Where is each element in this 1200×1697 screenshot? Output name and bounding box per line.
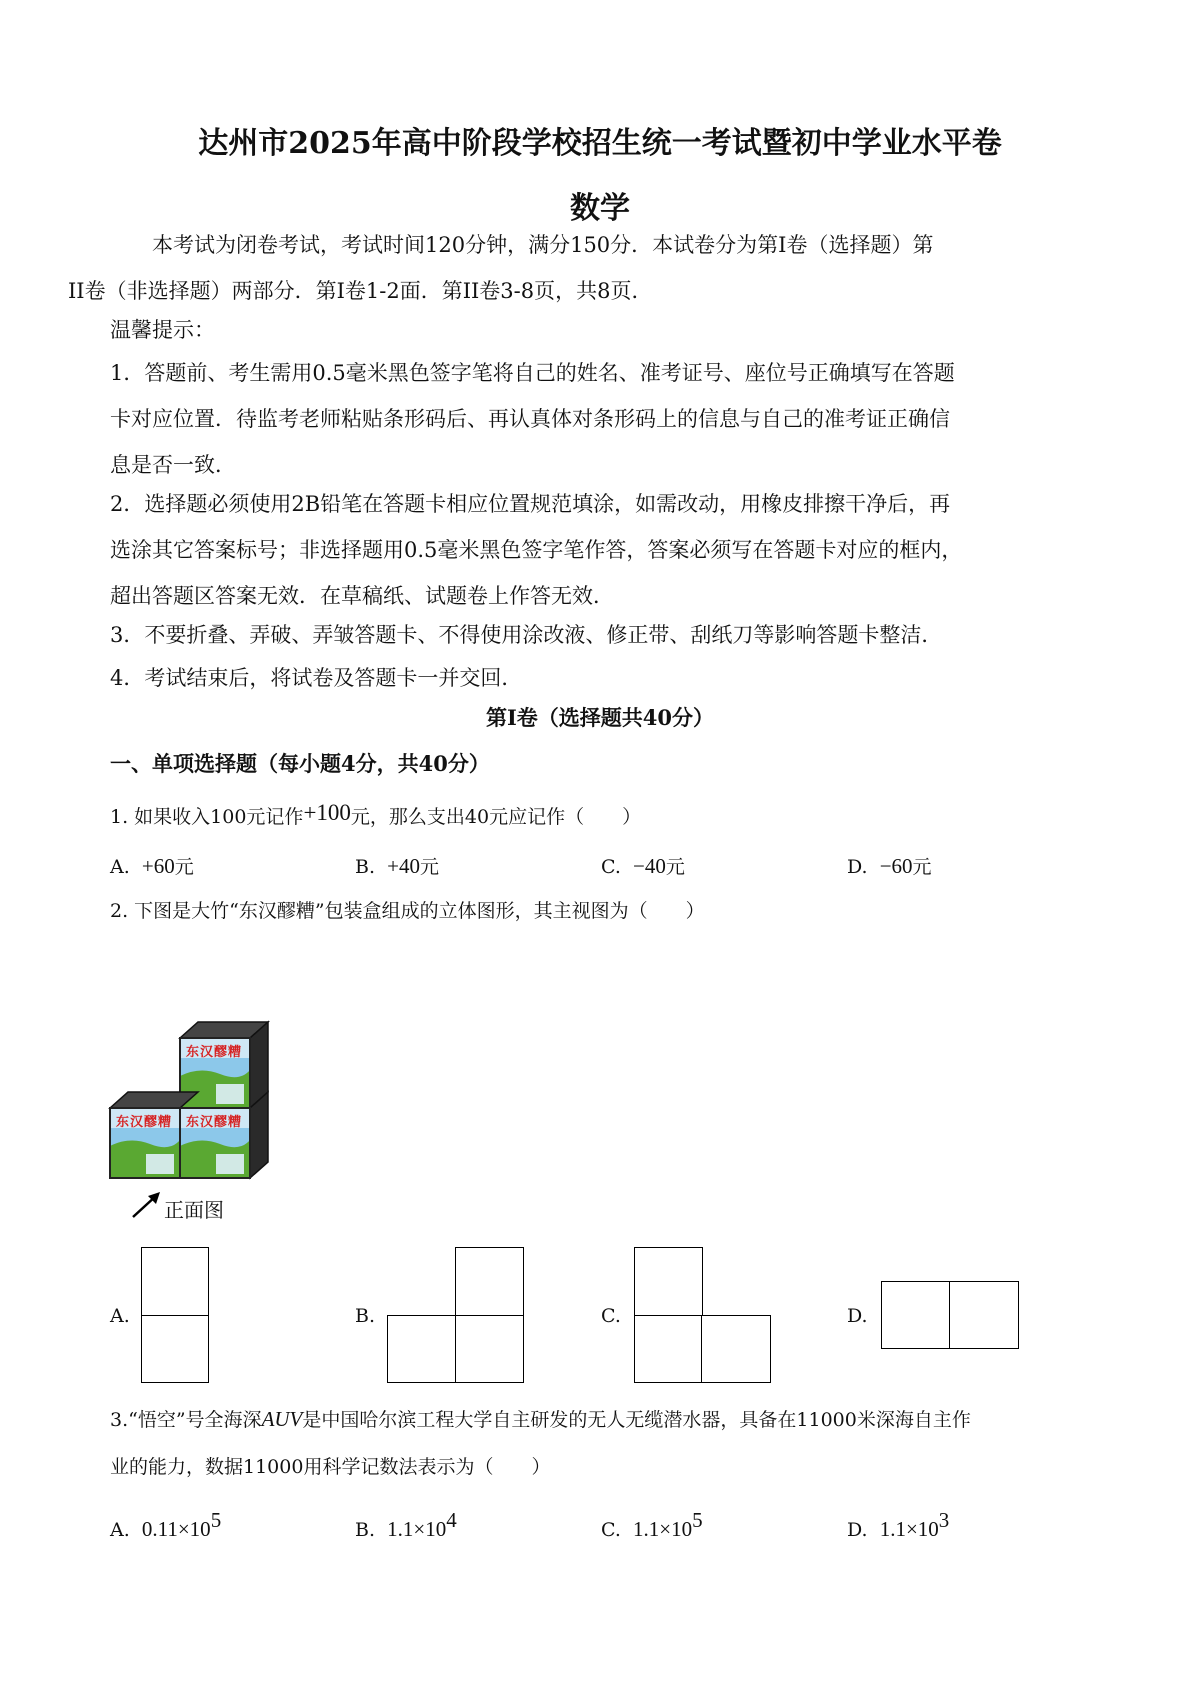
arrow-icon [130,1190,164,1220]
notice-item-3: 3．不要折叠、弄破、弄皱答题卡、不得使用涂改液、修正带、刮纸刀等影响答题卡整洁． [110,623,943,647]
option-exponent: 3 [938,1508,950,1532]
question-1 [110,800,1110,829]
option-base: 0.11×10 [141,1517,211,1541]
q2-d-square-right [949,1281,1019,1349]
option-exponent: 5 [692,1508,703,1532]
notice-heading: 温馨提示： [110,318,215,342]
option-base: 1.1×10 [633,1517,693,1541]
question-2: 2. 下图是大竹“东汉醪糟”包装盒组成的立体图形，其主视图为（ ） [110,900,705,922]
option-unit: 元 [665,856,685,878]
option-value: +60 [141,854,175,878]
option-unit: 元 [174,856,194,878]
q2-b-square-bottom-right [455,1315,524,1383]
option-letter: A. [110,856,130,878]
question-3 [110,1405,1100,1432]
q1-value: +100 [303,800,351,825]
box-label-top: 东汉醪糟 [185,1045,242,1060]
exam-title: 达州市2025年高中阶段学校招生统一考试暨初中学业水平卷 [198,126,1002,161]
q2-d-square-left [881,1281,951,1349]
option-letter: D. [847,856,868,878]
notice-item-2-line-3: 超出答题区答案无效．在草稿纸、试题卷上作答无效． [110,584,614,608]
notice-item-2-line-2: 选涂其它答案标号；非选择题用0.5毫米黑色签字笔作答，答案必须写在答题卡对应的框内， [110,538,963,562]
option-base: 1.1×10 [879,1517,939,1541]
option-unit: 元 [419,856,439,878]
q1-option-c[interactable] [601,852,685,879]
option-value: +40 [387,854,420,878]
question-3-line-2: 业的能力，数据11000用科学记数法表示为（ ） [110,1456,551,1478]
intro-paragraph [68,222,1100,314]
q3-option-d[interactable] [847,1508,949,1542]
option-value: −60 [879,854,913,878]
q1-option-d[interactable] [847,852,932,879]
intro-line-1: 本考试为闭卷考试，考试时间120分钟，满分150分．本试卷分为第I卷（选择题）第 [152,233,934,257]
q3-variable: AUV [261,1407,303,1431]
notice-item-1-line-3: 息是否一致． [110,453,236,477]
option-letter: D. [847,1519,868,1541]
q2-option-c[interactable]: C. [601,1305,621,1327]
option-base: 1.1×10 [387,1517,447,1541]
q2-c-square-bottom-right [701,1315,771,1383]
q2-b-square-top [455,1247,524,1317]
notice-item-2 [110,481,1100,619]
notice-item-1 [110,350,1100,488]
notice-item-1-line-2: 卡对应位置．待监考老师粘贴条形码后、再认真体对条形码上的信息与自己的准考证正确信 [110,407,950,431]
q2-a-square-top [141,1247,209,1317]
q2-option-b[interactable]: B. [355,1305,376,1327]
option-exponent: 4 [446,1508,457,1532]
box-label-left: 东汉醪糟 [115,1115,172,1130]
q3-option-b[interactable] [355,1508,457,1542]
q3-prefix: 3.“悟空”号全海深 [110,1409,262,1431]
q3-option-c[interactable] [601,1508,703,1542]
q1-prefix: 1. 如果收入100元记作 [110,806,304,828]
q2-option-a[interactable]: A. [110,1305,130,1327]
q3-mid: 是中国哈尔滨工程大学自主研发的无人无缆潜水器，具备在11000米深海自主作 [302,1409,971,1431]
option-exponent: 5 [210,1508,222,1532]
q2-c-square-top [634,1247,703,1317]
q2-c-square-bottom-left [634,1315,703,1383]
q2-a-square-bottom [141,1315,209,1383]
option-value: −40 [633,854,666,878]
option-letter: B. [355,856,376,878]
option-unit: 元 [912,856,932,878]
notice-item-4: 4．考试结束后，将试卷及答题卡一并交回． [110,666,523,690]
box-label-right: 东汉醪糟 [185,1115,242,1130]
subject-title: 数学 [570,191,630,226]
q1-suffix: 元，那么支出40元应记作（ ） [350,806,642,828]
option-letter: A. [110,1519,130,1541]
intro-line-2: II卷（非选择题）两部分．第I卷1-2面．第II卷3-8页，共8页． [68,279,653,303]
part-heading: 第I卷（选择题共40分） [485,705,715,730]
q2-option-d[interactable]: D. [847,1305,868,1327]
option-letter: C. [601,1519,621,1541]
option-letter: C. [601,856,621,878]
q3-option-a[interactable] [110,1508,221,1542]
q1-option-a[interactable] [110,852,194,879]
q1-option-b[interactable] [355,852,439,879]
option-letter: B. [355,1519,376,1541]
q2-b-square-bottom-left [387,1315,457,1383]
front-view-label: 正面图 [164,1198,224,1222]
section-heading: 一、单项选择题（每小题4分，共40分） [110,751,490,776]
notice-item-1-line-1: 1．答题前、考生需用0.5毫米黑色签字笔将自己的姓名、准考证号、座位号正确填写在答题 [110,361,955,385]
notice-item-2-line-1: 2．选择题必须使用2B铅笔在答题卡相应位置规范填涂，如需改动，用橡皮排擦干净后，再 [110,492,951,516]
